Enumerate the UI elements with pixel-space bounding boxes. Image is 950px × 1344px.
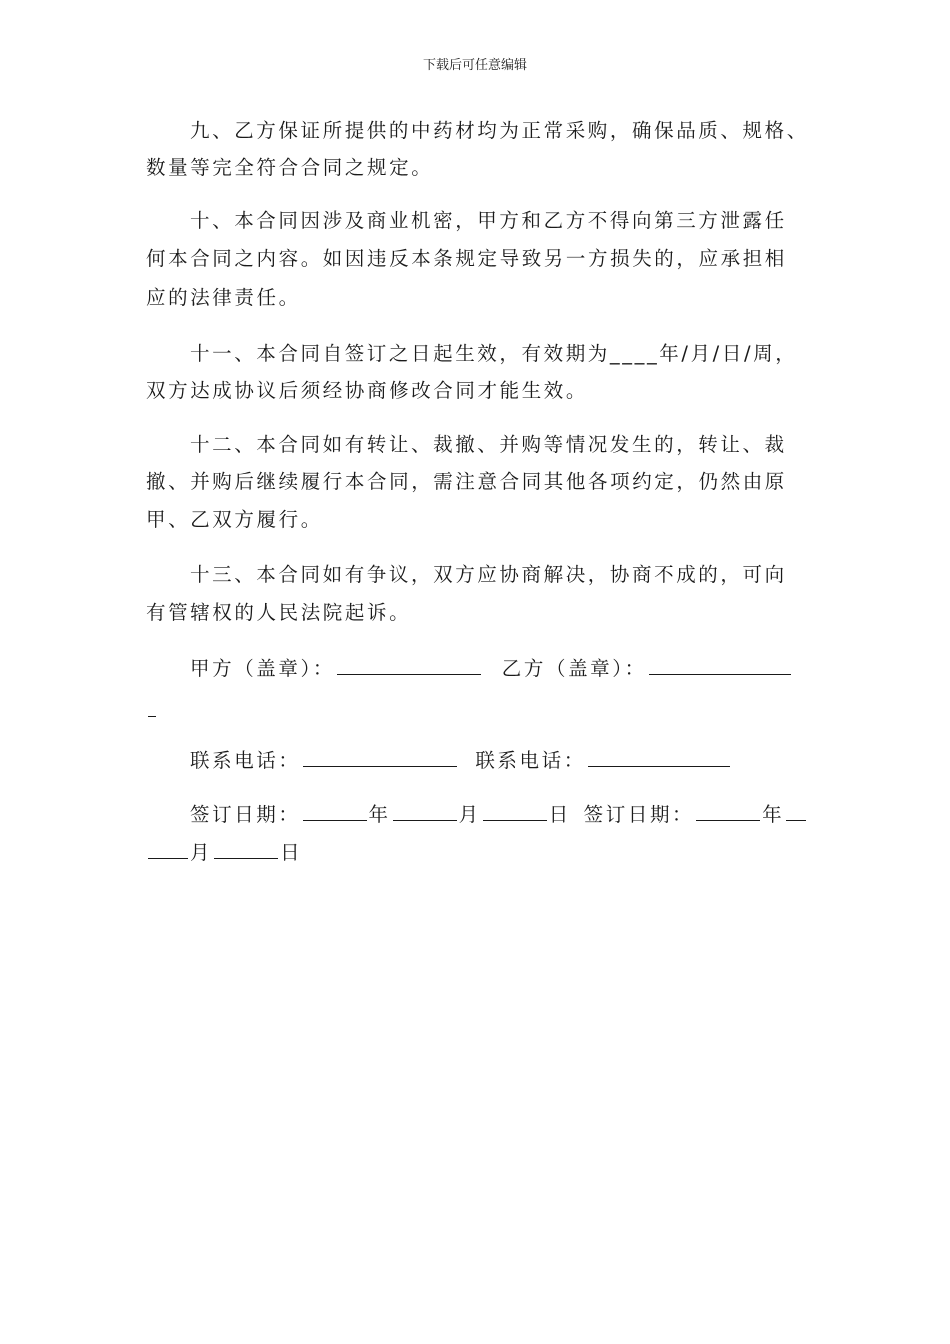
party-b-phone-blank[interactable] [588, 746, 730, 767]
clause-10-line-3: 应的法律责任。 [146, 286, 301, 309]
party-b-seal-label: 乙方（盖章）： [501, 657, 647, 680]
clause-13-line-2: 有管辖权的人民法院起诉。 [146, 601, 412, 624]
clause-11-line-1: 十一、本合同自签订之日起生效，有效期为____年/月/日/周， [190, 342, 798, 365]
party-b-seal-blank[interactable] [649, 654, 791, 675]
sign-date-b-day-blank[interactable] [214, 838, 278, 859]
phone-row [190, 746, 870, 774]
clause-10-line-2: 何本合同之内容。如因违反本条规定导致另一方损失的，应承担相 [146, 247, 787, 270]
sign-date-a-year-unit: 年 [368, 803, 391, 826]
seal-row-continuation [146, 696, 826, 724]
seal-row [190, 654, 870, 682]
party-b-seal-blank-overflow[interactable] [148, 696, 156, 717]
sign-date-a-year-blank[interactable] [303, 800, 367, 821]
clause-9-line-1: 九、乙方保证所提供的中药材均为正常采购，确保品质、规格、 [190, 119, 809, 142]
sign-date-a-day-unit: 日 [548, 803, 571, 826]
sign-date-a-month-unit: 月 [458, 803, 481, 826]
clause-11-line-2: 双方达成协议后须经协商修改合同才能生效。 [146, 379, 589, 402]
party-a-phone-blank[interactable] [303, 746, 457, 767]
clause-12-line-2: 撤、并购后继续履行本合同，需注意合同其他各项约定，仍然由原 [146, 470, 787, 493]
sign-date-b-label: 签订日期： [583, 803, 695, 826]
sign-date-b-month-blank-start[interactable] [786, 800, 806, 821]
date-row-continuation [146, 838, 826, 866]
clause-13-line-1: 十三、本合同如有争议，双方应协商解决，协商不成的，可向 [190, 563, 787, 586]
party-a-seal-blank[interactable] [337, 654, 481, 675]
party-a-phone-label: 联系电话： [190, 749, 301, 772]
sign-date-a-label: 签订日期： [190, 803, 301, 826]
sign-date-b-month-unit: 月 [190, 841, 213, 864]
party-b-phone-label: 联系电话： [475, 749, 586, 772]
sign-date-a-day-blank[interactable] [483, 800, 547, 821]
clause-10-line-1: 十、本合同因涉及商业机密，甲方和乙方不得向第三方泄露任 [190, 209, 787, 232]
clause-12-line-1: 十二、本合同如有转让、裁撤、并购等情况发生的，转让、裁 [190, 433, 787, 456]
page-header: 下载后可任意编辑 [422, 58, 527, 73]
sign-date-b-month-blank-end[interactable] [148, 838, 188, 859]
clause-9-line-2: 数量等完全符合合同之规定。 [146, 156, 434, 179]
sign-date-b-year-unit: 年 [762, 803, 785, 826]
clause-12-line-3: 甲、乙双方履行。 [146, 508, 323, 531]
date-row [190, 800, 870, 828]
party-a-seal-label: 甲方（盖章）： [190, 657, 335, 680]
sign-date-b-day-unit: 日 [280, 841, 303, 864]
sign-date-a-month-blank[interactable] [393, 800, 457, 821]
sign-date-b-year-blank[interactable] [696, 800, 760, 821]
